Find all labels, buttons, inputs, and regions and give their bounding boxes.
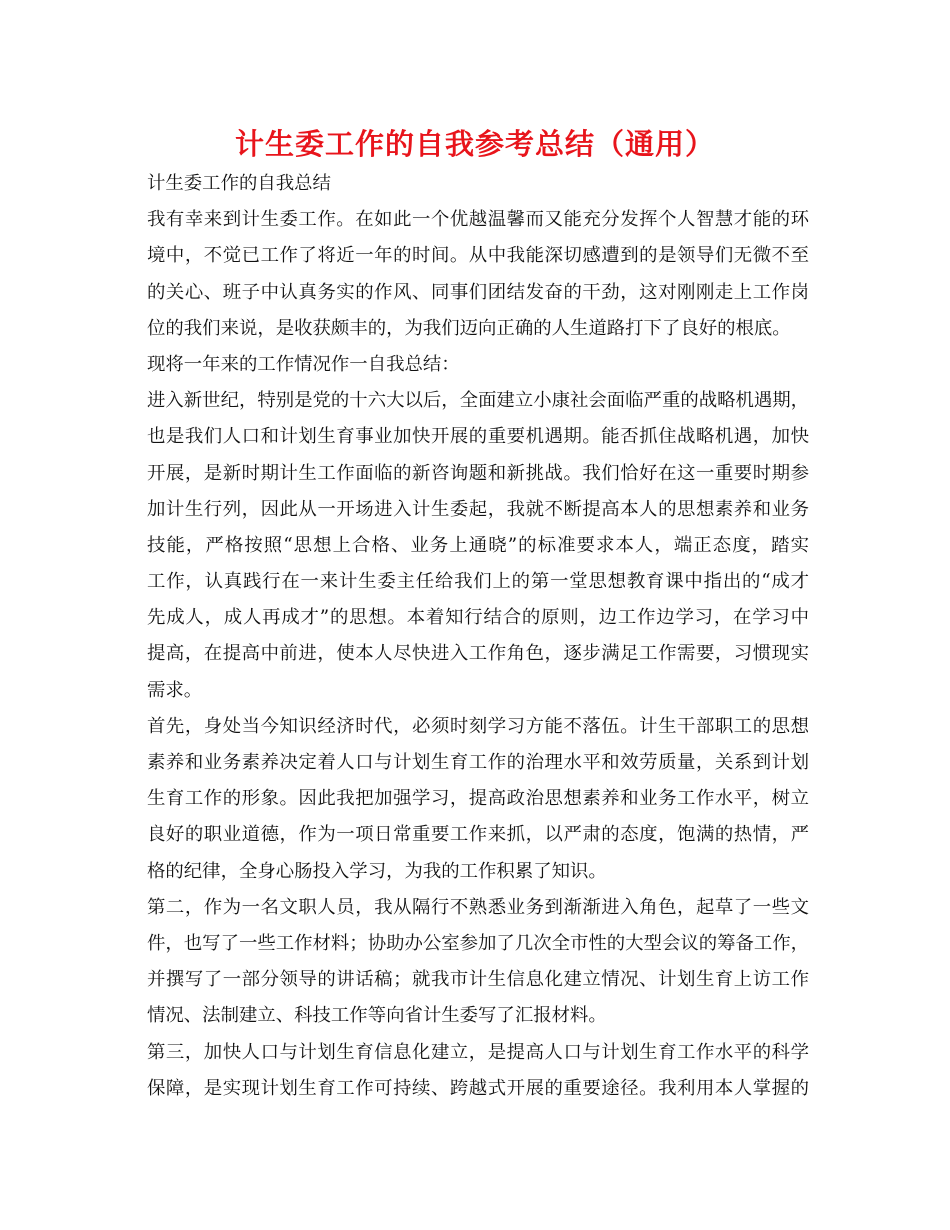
body-line: 需求。 — [147, 679, 203, 701]
body-line: 第三，加快人口与计划生育信息化建立，是提高人口与计划生育工作水平的科学 — [147, 1041, 809, 1063]
body-line: 情况、法制建立、科技工作等向省计生委写了汇报材料。 — [147, 1005, 607, 1027]
document-title: 计生委工作的自我参考总结（通用） — [234, 127, 715, 161]
body-line: 位的我们来说，是收获颇丰的，为我们迈向正确的人生道路打下了良好的根底。 — [147, 317, 791, 339]
body-line: 生育工作的形象。因此我把加强学习，提高政治思想素养和业务工作水平，树立 — [147, 788, 809, 810]
body-line: 现将一年来的工作情况作一自我总结： — [147, 353, 460, 375]
body-line: 良好的职业道德，作为一项日常重要工作来抓，以严肃的态度，饱满的热情，严 — [147, 824, 809, 846]
body-line: 进入新世纪，特别是党的十六大以后，全面建立小康社会面临严重的战略机遇期， — [147, 390, 809, 412]
body-line: 素养和业务素养决定着人口与计划生育工作的治理水平和效劳质量，关系到计划 — [147, 752, 809, 773]
body-line: 我有幸来到计生委工作。在如此一个优越温馨而又能充分发挥个人智慧才能的环 — [147, 209, 809, 231]
body-line: 也是我们人口和计划生育事业加快开展的重要机遇期。能否抓住战略机遇，加快 — [147, 426, 809, 448]
body-line: 技能，严格按照“思想上合格、业务上通晓”的标准要求本人，端正态度，踏实 — [147, 534, 809, 556]
body-line: 并撰写了一部分领导的讲话稿；就我市计生信息化建立情况、计划生育上访工作 — [147, 969, 809, 991]
body-line: 工作，认真践行在一来计生委主任给我们上的第一堂思想教育课中指出的“成才 — [147, 571, 809, 593]
body-line: 开展，是新时期计生工作面临的新咨询题和新挑战。我们恰好在这一重要时期参 — [147, 462, 809, 484]
body-line: 件，也写了一些工作材料；协助办公室参加了几次全市性的大型会议的筹备工作， — [147, 932, 809, 954]
body-line: 先成人，成人再成才”的思想。本着知行结合的原则，边工作边学习，在学习中 — [147, 607, 809, 629]
body-line: 格的纪律，全身心肠投入学习，为我的工作积累了知识。 — [147, 860, 607, 882]
body-line: 的关心、班子中认真务实的作风、同事们团结发奋的干劲，这对刚刚走上工作岗 — [147, 281, 809, 303]
body-line: 境中，不觉已工作了将近一年的时间。从中我能深切感遭到的是领导们无微不至 — [147, 245, 809, 267]
body-line: 加计生行列，因此从一开场进入计生委起，我就不断提高本人的思想素养和业务 — [147, 498, 809, 520]
body-line: 计生委工作的自我总结 — [147, 173, 331, 194]
body-line: 提高，在提高中前进，使本人尽快进入工作角色，逐步满足工作需要，习惯现实 — [147, 643, 809, 665]
body-line: 第二，作为一名文职人员，我从隔行不熟悉业务到渐渐进入角色，起草了一些文 — [147, 896, 809, 918]
body-line: 首先，身处当今知识经济时代，必须时刻学习方能不落伍。计生干部职工的思想 — [147, 715, 809, 737]
document-body — [147, 166, 809, 1107]
body-line: 保障，是实现计划生育工作可持续、跨越式开展的重要途径。我利用本人掌握的 — [147, 1077, 809, 1099]
